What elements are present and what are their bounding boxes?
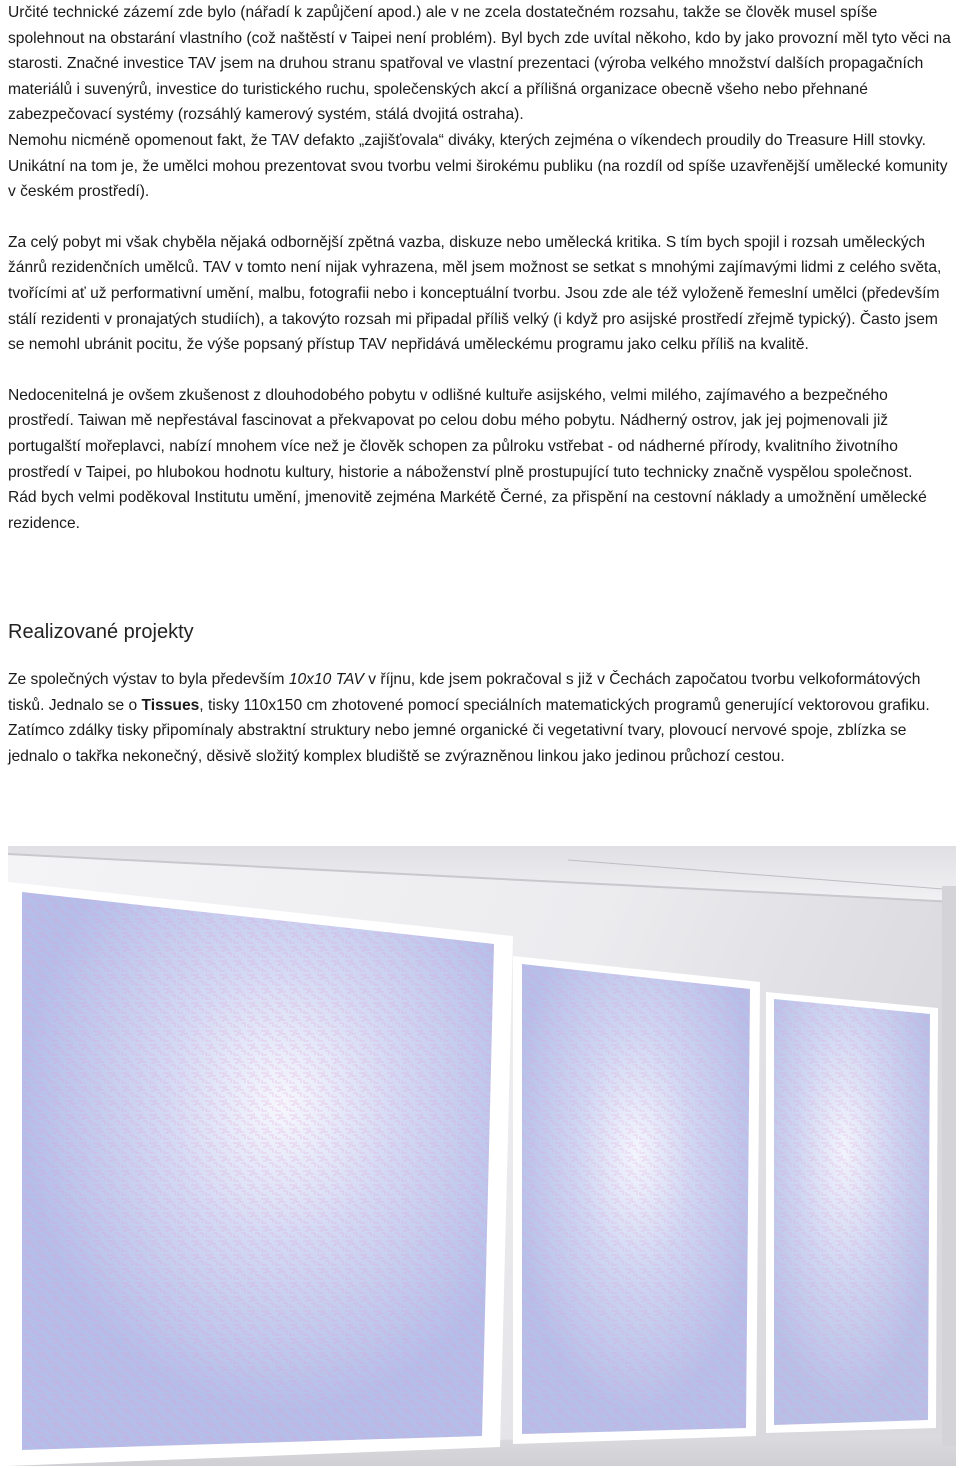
paragraph-feedback: Za celý pobyt mi však chyběla nějaká odbornější zpětná vazba, diskuze nebo umělecká kritika. S tím bych spojil i rozsah uměleckých žánrů rezidenčních umělců. TAV v tomto není nijak vyhrazena, měl jsem možnost se setkat s mnohými zajímavými lidmi z celého světa, tvořícími ať už performativní umění, malbu, fotografii nebo i konceptuální tvorbu. Jsou zde ale též vyloženě řemeslní umělci (především stálí rezidenti v pronajatých studiích), a takovýto rozsah mi připadal příliš velký (i když pro asijské prostředí zřejmě typický). Často jsem se nemohl ubránit pocitu, že výše popsaný přístup TAV nepřidává uměleckému programu jako celku příliš na kvalitě.: [8, 233, 942, 354]
work-title: Tissues: [141, 696, 200, 714]
exhibition-title: 10x10 TAV: [288, 671, 364, 689]
paragraph-projects: [8, 667, 952, 769]
paragraph-technical-background: Určité technické zázemí zde bylo (nářadí k zapůjčení apod.) ale v ne zcela dostatečném rozsahu, takže se člověk musel spíše spolehnout na obstarání vlastního (což naštěstí v Taipei není problém). Byl bych zde uvítal někoho, kdo by jako provozní měl tyto věci na starosti. Značné investice TAV jsem na druhou stranu spatřoval ve vlastní prezentaci (výroba velkého množství dalších propagačních materiálů i suvenýrů, investice do turistického ruchu, společenských akcí a přílišná organizace obecně všeho nebo přehnané zabezpečovací systémy (rozsáhlý kamerový systém, stálá dvojitá ostraha).: [8, 4, 951, 124]
document-body: [8, 0, 952, 770]
paragraph-audience: Nemohu nicméně opomenout fakt, že TAV defakto „zajišťovala“ diváky, kterých zejména o víkendech proudily do Treasure Hill stovky. Unikátní na tom je, že umělci mohou prezentovat svou tvorbu velmi širokému publiku (na rozdíl od spíše uzavřenější umělecké komunity v českém prostředí).: [8, 131, 948, 201]
print-left: [8, 882, 513, 1466]
print-right: [766, 992, 938, 1433]
projects-after-title: v říjnu, kde jsem pokračoval s již v Čechách započatou tvorbu velkoformátových tisků. Jednalo se o: [8, 671, 921, 714]
projects-rest: , tisky 110x150 cm zhotovené pomocí speciálních matematických programů generující vektorovou grafiku. Zatímco zdálky tisky připomínaly abstraktní struktury nebo jemné organické či vegetativní tvary, plovoucí nervové spoje, zblízka se jednalo o takřka nekonečný, děsivě složitý komplex bludiště se zvýrazněnou linkou jako jedinou průchozí cestou.: [8, 696, 930, 766]
projects-intro: Ze společných výstav to byla především: [8, 671, 289, 689]
exhibition-photo: [8, 846, 956, 1466]
section-heading: Realizované projekty: [8, 621, 194, 644]
paragraph-experience: Nedocenitelná je ovšem zkušenost z dlouhodobého pobytu v odlišné kultuře asijského, velmi milého, zajímavého a bezpečného prostředí. Taiwan mě nepřestával fascinovat a překvapovat po celou dobu mého pobytu. Nádherný ostrov, jak jej pojmenovali již portugalští mořeplavci, nabízí mnohem více než je člověk schopen za půlroku vstřebat - od nádherné přírody, kvalitního životního prostředí v Taipei, po hlubokou hodnotu kultury, historie a náboženství plně prostupující tuto technicky značně vyspělou společnost.: [8, 386, 913, 481]
paragraph-thanks: Rád bych velmi poděkoval Institutu umění, jmenovitě zejména Markétě Černé, za přispění na cestovní náklady a umožnění umělecké rezidence.: [8, 489, 927, 532]
print-middle: [513, 956, 760, 1444]
